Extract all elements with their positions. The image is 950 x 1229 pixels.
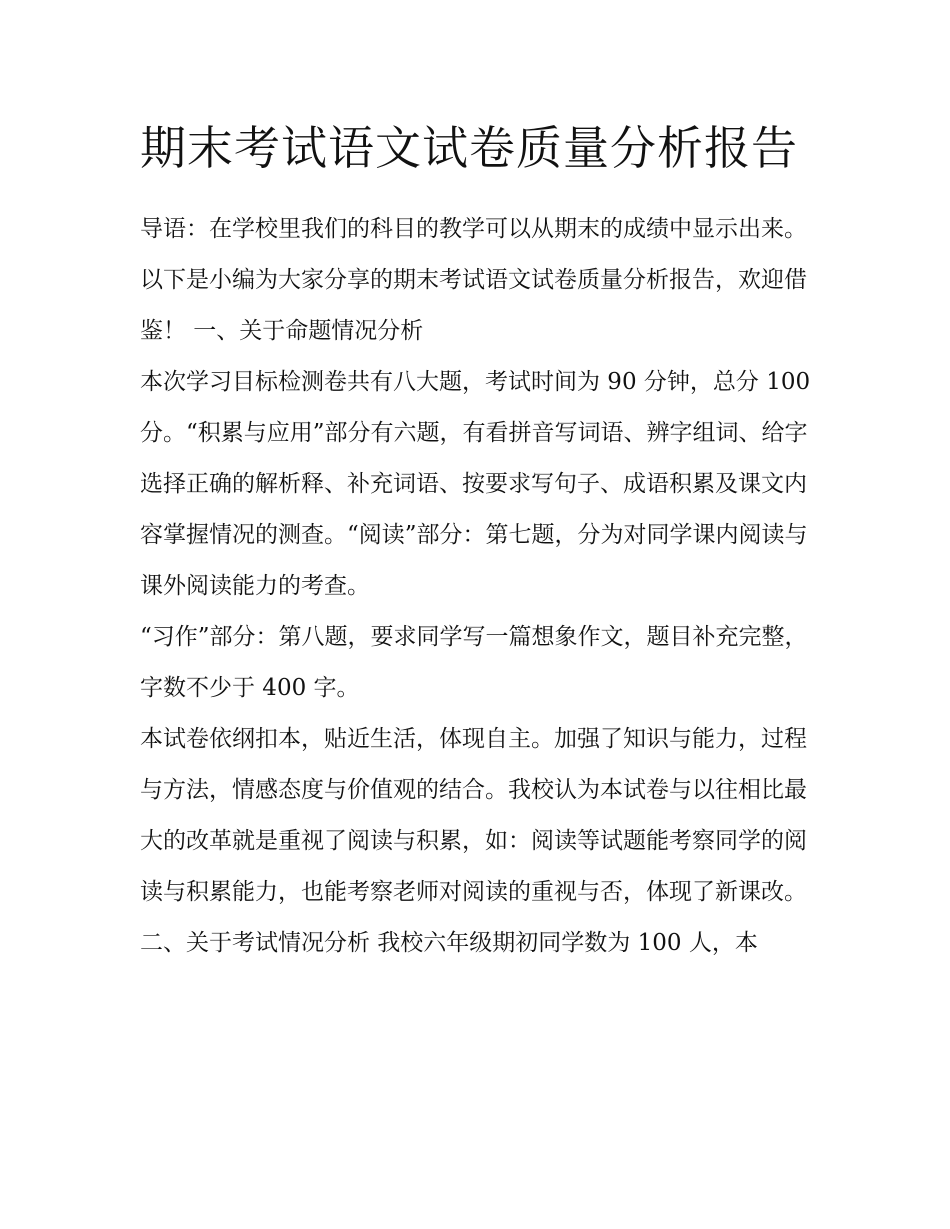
paragraph-exam-situation: 二、关于考试情况分析 我校六年级期初同学数为 100 人，本 [140,930,758,956]
paragraph-exam-structure: 本次学习目标检测卷共有八大题，考试时间为 90 分钟，总分 100 分。“积累与应用”部分有六题，有看拼音写词语、辨字组词、给字选择正确的解析释、补充词语、按要求写句子、成语积累及课文内容掌握情况的测查。“阅读”部分：第七题，分为对同学课内阅读与课外阅读能力的考查。 [140,369,811,599]
paragraph-composition: “习作”部分：第八题，要求同学写一篇想象作文，题目补充完整，字数不少于 400 字。 [140,624,808,701]
paragraph-intro: 导语：在学校里我们的科目的教学可以从期末的成绩中显示出来。以下是小编为大家分享的期末考试语文试卷质量分析报告，欢迎借鉴！ 一、关于命题情况分析 [140,216,807,344]
paragraph-evaluation: 本试卷依纲扣本，贴近生活，体现自主。加强了知识与能力，过程与方法，情感态度与价值观的结合。我校认为本试卷与以往相比最大的改革就是重视了阅读与积累，如：阅读等试题能考察同学的阅读与积累能力，也能考察老师对阅读的重视与否，体现了新课改。 [140,726,807,905]
document-title: 期末考试语文试卷质量分析报告 [140,121,798,175]
document-page [140,112,820,969]
